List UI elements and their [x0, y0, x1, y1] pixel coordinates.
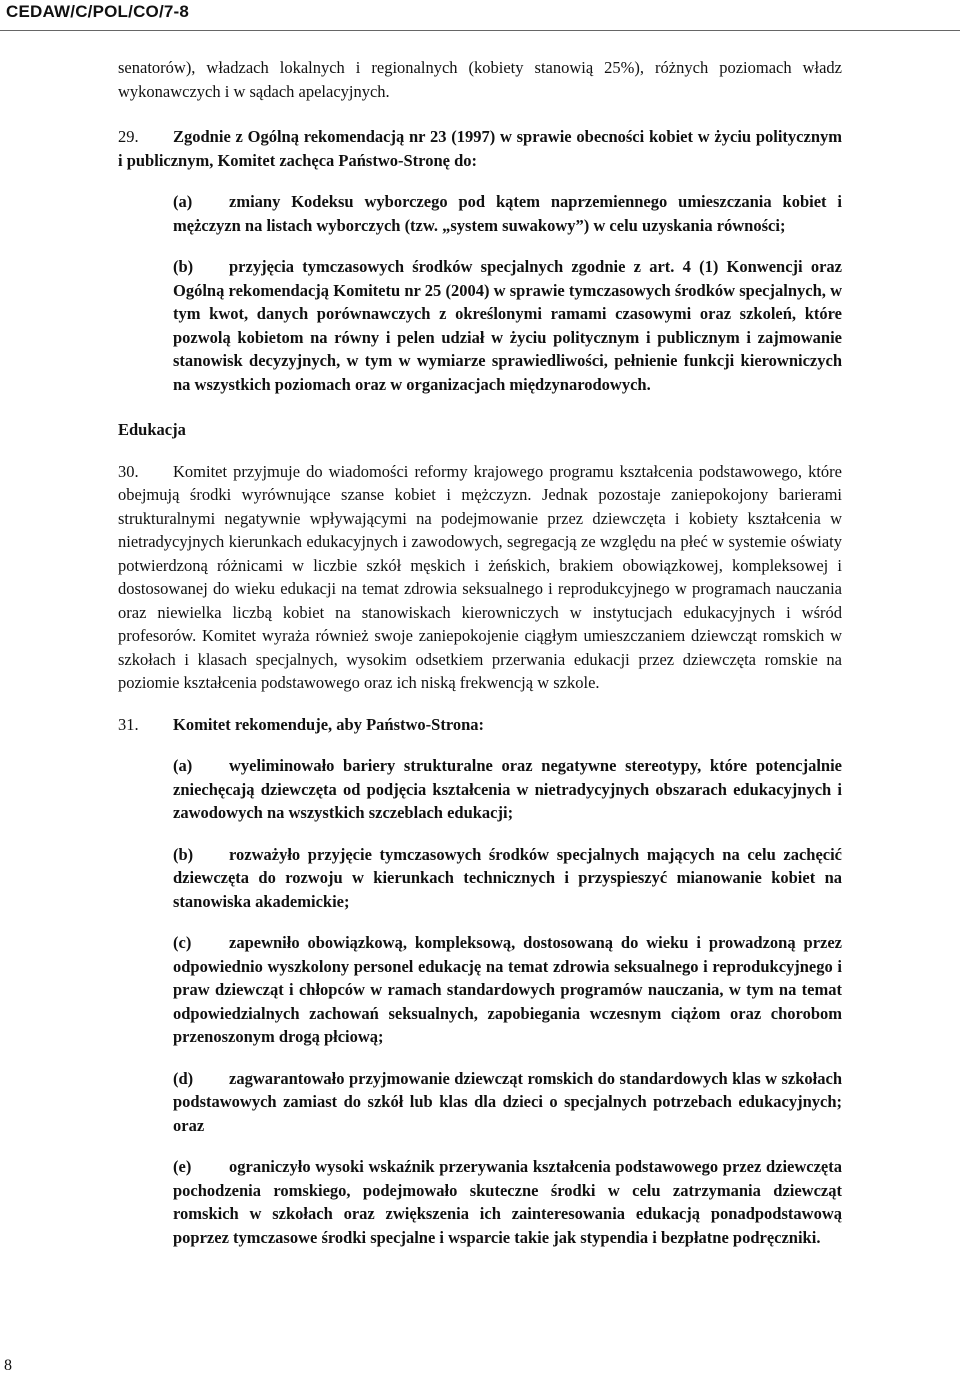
item-letter: (e)	[173, 1157, 192, 1176]
intro-paragraph: senatorów), władzach lokalnych i regionalnych (kobiety stanowią 25%), różnych poziomach władz wykonawczych i w sądach apelacyjnych.	[118, 58, 842, 101]
item-text: zapewniło obowiązkową, kompleksową, dostosowaną do wieku i prowadzoną przez odpowiednio wyszkolony personel edukację na temat zdrowia seksualnego i reprodukcyjnego i praw dziewcząt i chłopców w ramach standardowych programów nauczania, w tym na temat odpowiedzialnych zachowań seksualnych, zapobiegania wczesnym ciążom oraz chorobom przenoszonym drogą płciową;	[173, 933, 842, 1046]
item-text: zmiany Kodeksu wyborczego pod kątem naprzemiennego umieszczania kobiet i mężczyzn na listach wyborczych (tzw. „system suwakowy”) w celu uzyskania równości;	[173, 192, 842, 235]
item-letter: (b)	[173, 257, 194, 276]
paragraph-29-item-a	[118, 190, 842, 237]
paragraph-text: Komitet przyjmuje do wiadomości reformy krajowego programu kształcenia podstawowego, które obejmują środki wyrównujące szanse kobiet i mężczyzn. Jednak pozostaje zaniepokojony barierami strukturalnymi negatywnie wpływającymi na podejmowanie przez dziewczęta i kobiety kształcenia w nietradycyjnych kierunkach edukacyjnych i zawodowych, segregacją ze względu na płeć w systemie oświaty potwierdzoną różnicami w liczbie szkół męskich i żeńskich, brakiem obowiązkowej, kompleksowej i dostosowanej do wieku edukacji na temat zdrowia seksualnego i reprodukcyjnego w programach nauczania oraz niewielka liczbą kobiet na stanowiskach kierowniczych w instytucjach edukacyjnych i wśród profesorów. Komitet wyraża również swoje zaniepokojenie ciągłym umieszczaniem dziewcząt romskich w szkołach i klasach specjalnych, wysokim odsetkiem przerwania edukacji przez dziewczęta romskie na poziomie kształcenia podstawowego oraz ich niską frekwencją w szkole.	[118, 461, 842, 692]
paragraph-29-item-b	[118, 255, 842, 396]
paragraph-number: 30.	[118, 461, 139, 481]
paragraph-text: Komitet rekomenduje, aby Państwo-Strona:	[173, 714, 485, 734]
paragraph-number: 31.	[118, 714, 139, 734]
item-letter: (d)	[173, 1068, 194, 1088]
paragraph-31-item-e	[118, 1155, 842, 1249]
paragraph-31	[118, 713, 842, 737]
paragraph-number: 29.	[118, 127, 139, 146]
paragraph-31-item-b	[118, 843, 842, 914]
item-letter: (b)	[173, 844, 194, 864]
item-text: rozważyło przyjęcie tymczasowych środków specjalnych mających na celu zachęcić dziewczęta do rozwoju w kierunkach technicznych i przyspieszyć mianowanie kobiet na stanowiska akademickie;	[173, 844, 842, 911]
document-code: CEDAW/C/POL/CO/7-8	[6, 2, 190, 21]
paragraph-29	[118, 125, 842, 172]
paragraph-30	[118, 460, 842, 695]
item-letter: (a)	[173, 756, 193, 775]
document-body	[118, 56, 842, 1249]
paragraph-text: Zgodnie z Ogólną rekomendacją nr 23 (1997) w sprawie obecności kobiet w życiu politycznym i publicznym, Komitet zachęca Państwo-Stronę do:	[118, 127, 842, 170]
item-text: zagwarantowało przyjmowanie dziewcząt romskich do standardowych klas w szkołach podstawowych zamiast do szkół lub klas dla dzieci o specjalnych potrzebach edukacyjnych; oraz	[173, 1068, 842, 1135]
item-text: ograniczyło wysoki wskaźnik przerywania kształcenia podstawowego przez dziewczęta pochodzenia romskiego, podejmowało skuteczne środki w celu zatrzymania dziewcząt romskich w szkołach oraz zwiększenia ich zainteresowania edukacją ponadpodstawową poprzez tymczasowe środki specjalne i wsparcie takie jak stypendia i bezpłatne podręczniki.	[173, 1157, 842, 1247]
item-text: wyeliminowało bariery strukturalne oraz negatywne stereotypy, które potencjalnie zniechęcają dziewczęta od podjęcia kształcenia w nietradycyjnych obszarach edukacyjnych i zawodowych na wszystkich szczeblach edukacji;	[173, 756, 842, 822]
page-number: 8	[4, 1357, 12, 1374]
item-letter: (a)	[173, 192, 193, 211]
paragraph-31-item-c	[118, 931, 842, 1049]
page-header	[0, 0, 960, 33]
section-heading: Edukacja	[118, 420, 186, 439]
paragraph-31-item-d	[118, 1067, 842, 1138]
item-text: przyjęcia tymczasowych środków specjalnych zgodnie z art. 4 (1) Konwencji oraz Ogólną rekomendacją Komitetu nr 25 (2004) w sprawie tymczasowych środków specjalnych, w tym kwot, danych porównawczych z określonymi ramami czasowymi oraz szkoleń, które pozwolą kobietom na równy i pelen udział w życiu politycznym i publicznym i zajmowanie stanowisk decyzyjnych, w tym w wymiarze sprawiedliwości, pełnienie funkcji kierowniczych na wszystkich poziomach oraz w organizacjach międzynarodowych.	[173, 257, 842, 394]
paragraph-31-item-a	[118, 754, 842, 825]
item-letter: (c)	[173, 933, 192, 952]
header-divider	[0, 30, 960, 31]
